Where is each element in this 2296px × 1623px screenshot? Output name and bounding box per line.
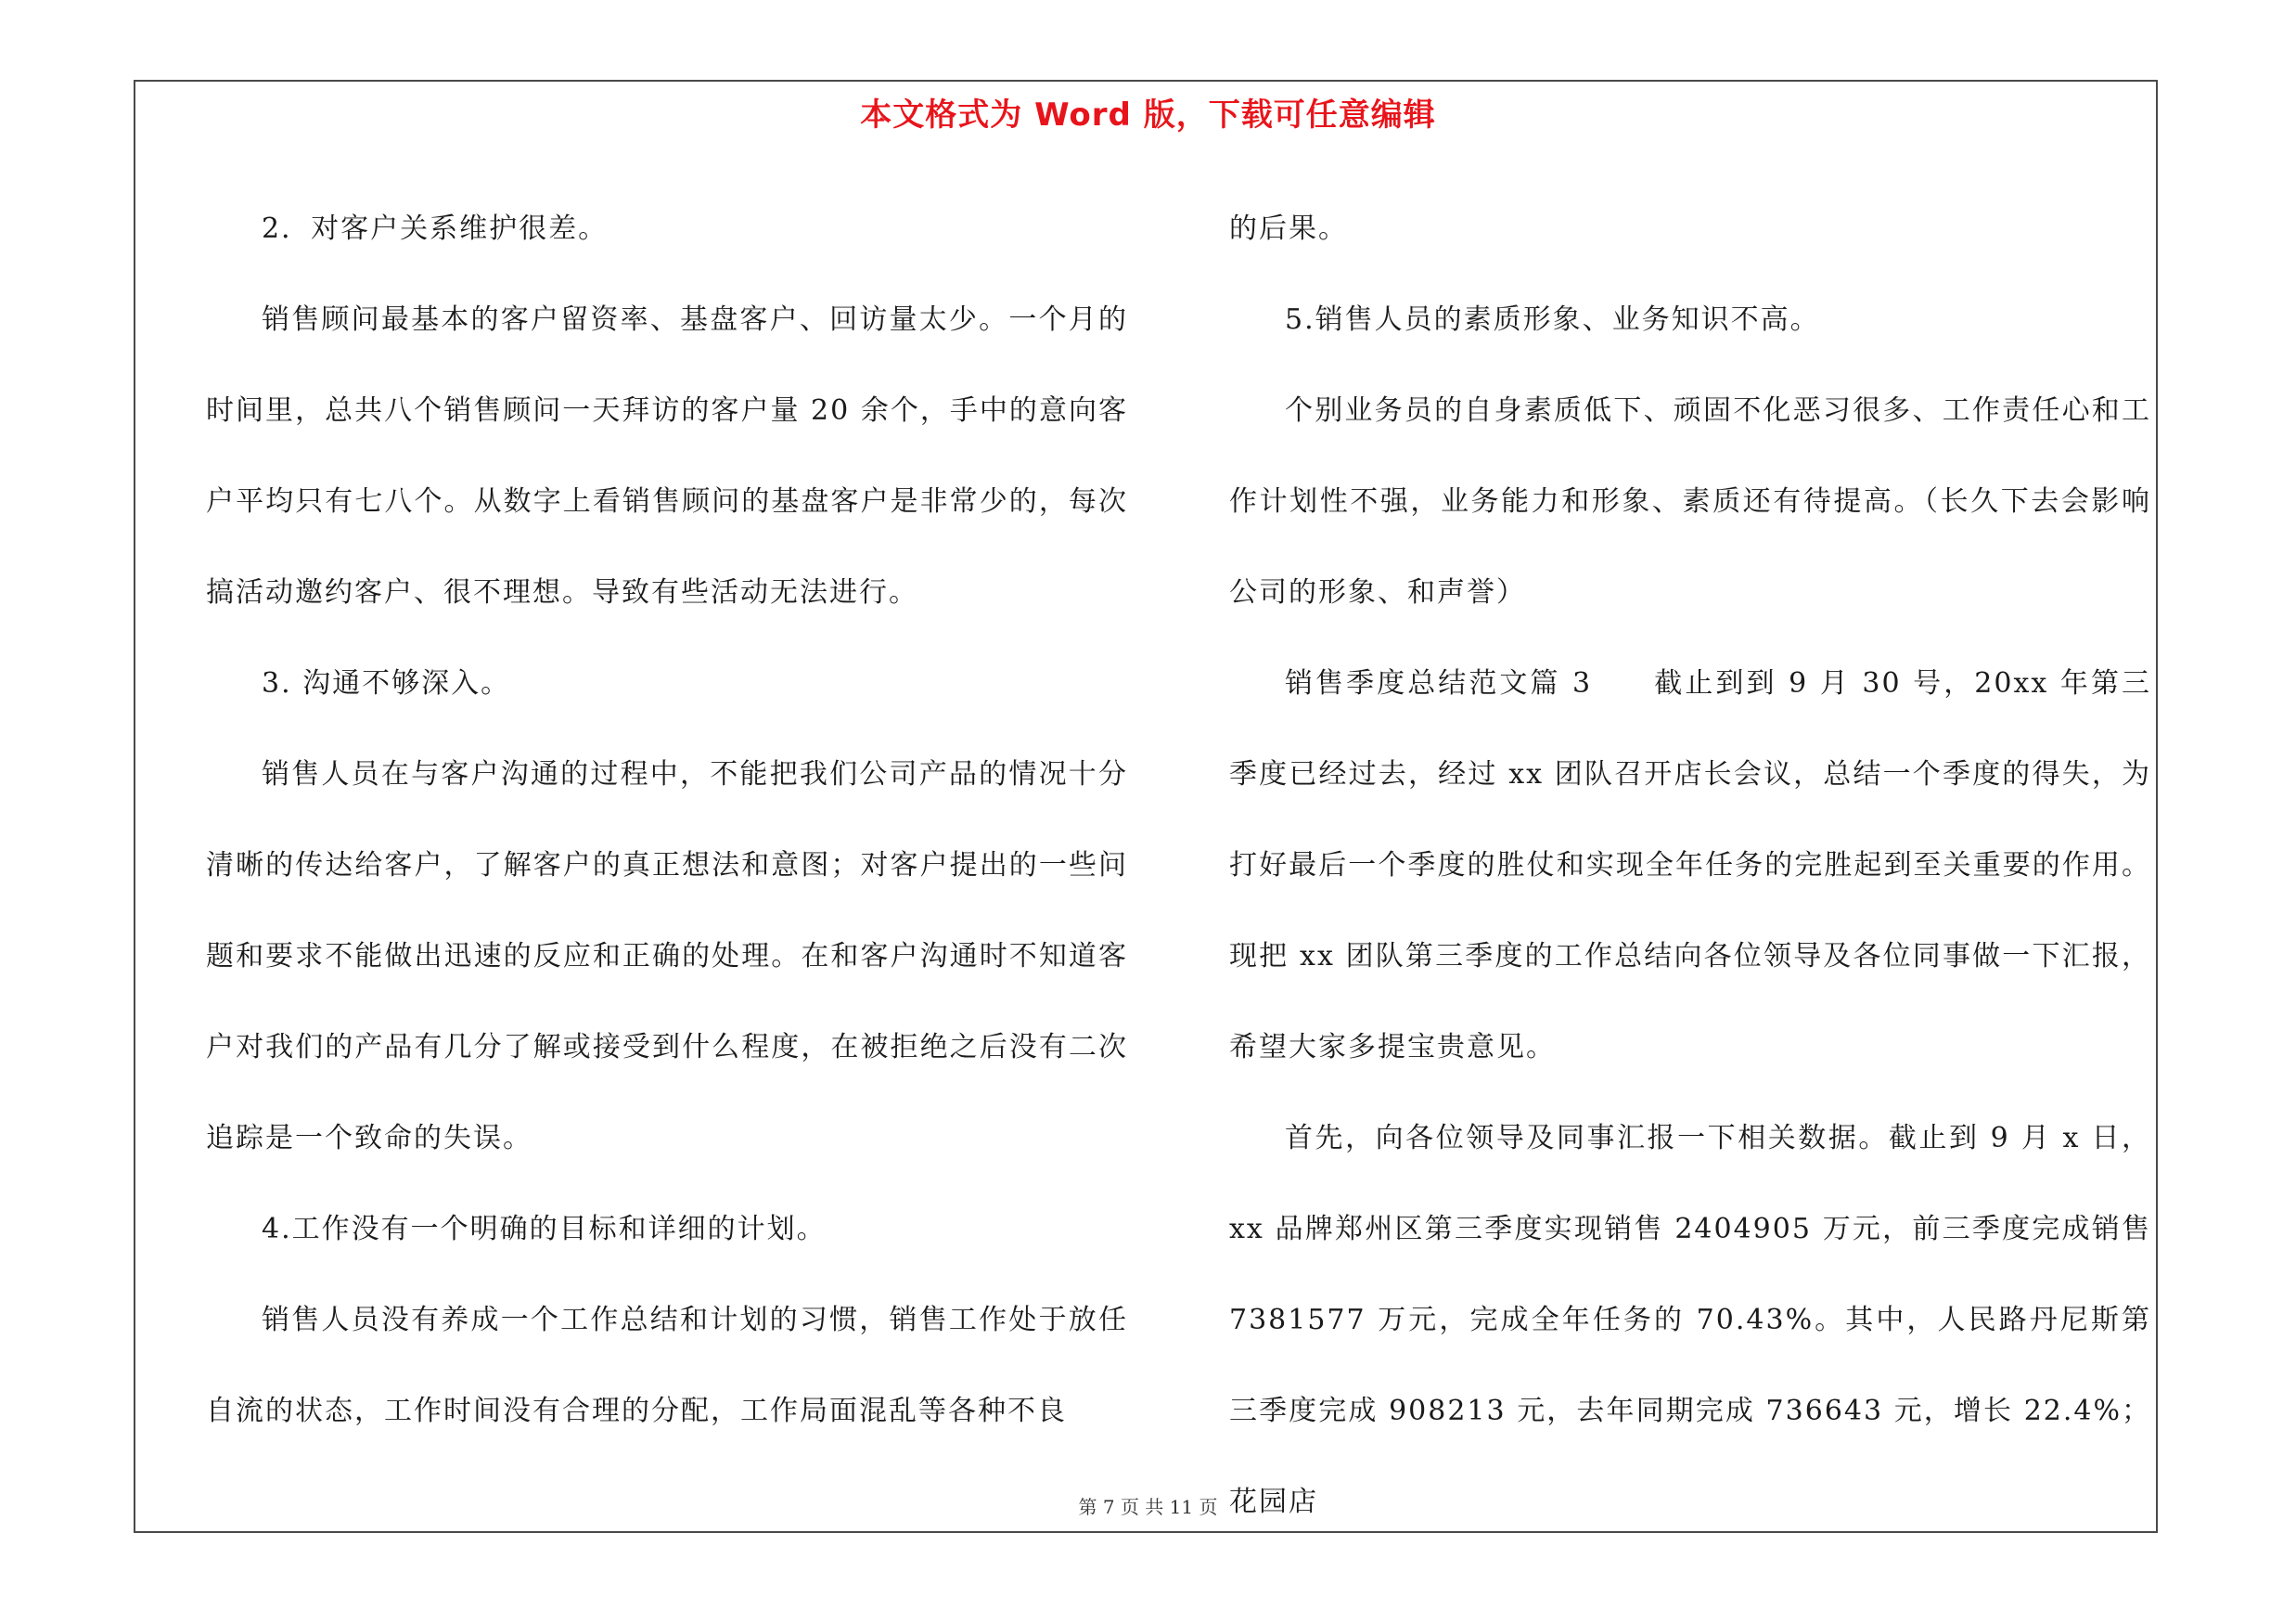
paragraph: 首先，向各位领导及同事汇报一下相关数据。截止到 9 月 x 日，xx 品牌郑州区第三季度实现销售 2404905 万元，前三季度完成销售 7381577 万元，完成全年任务的 70.43%。其中，人民路丹尼斯第三季度完成 908213 元，去年同期完成 736643 元，增长 22.4%；花园店	[1229, 1122, 2151, 1518]
paragraph: 4.工作没有一个明确的目标和详细的计划。	[262, 1213, 827, 1245]
paragraph: 3. 沟通不够深入。	[262, 667, 511, 700]
paragraph: 销售人员没有养成一个工作总结和计划的习惯，销售工作处于放任自流的状态，工作时间没有合理的分配，工作局面混乱等各种不良	[206, 1304, 1128, 1427]
paragraph-continuation: 的后果。	[1229, 213, 1348, 245]
paragraph: 销售季度总结范文篇 3 截止到到 9 月 30 号，20xx 年第三季度已经过去，经过 xx 团队召开店长会议，总结一个季度的得失，为打好最后一个季度的胜仗和实现全年任务的完胜起到至关重要的作用。现把 xx 团队第三季度的工作总结向各位领导及各位同事做一下汇报，希望大家多提宝贵意见。	[1229, 667, 2151, 1063]
paragraph: 个别业务员的自身素质低下、顽固不化恶习很多、工作责任心和工作计划性不强，业务能力和形象、素质还有待提高。（长久下去会影响公司的形象、和声誉）	[1229, 394, 2151, 609]
paragraph: 5.销售人员的素质形象、业务知识不高。	[1285, 303, 1820, 336]
right-column	[1229, 184, 2151, 1548]
format-banner: 本文格式为 Word 版，下载可任意编辑	[860, 97, 1436, 134]
paragraph: 2．对客户关系维护很差。	[262, 213, 609, 245]
page-number-footer: 第 7 页 共 11 页	[1078, 1496, 1218, 1518]
left-column	[206, 184, 1128, 1457]
paragraph: 销售顾问最基本的客户留资率、基盘客户、回访量太少。一个月的时间里，总共八个销售顾问一天拜访的客户量 20 余个，手中的意向客户平均只有七八个。从数字上看销售顾问的基盘客户是非常少的，每次搞活动邀约客户、很不理想。导致有些活动无法进行。	[206, 303, 1128, 609]
paragraph: 销售人员在与客户沟通的过程中，不能把我们公司产品的情况十分清晰的传达给客户，了解客户的真正想法和意图；对客户提出的一些问题和要求不能做出迅速的反应和正确的处理。在和客户沟通时不知道客户对我们的产品有几分了解或接受到什么程度，在被拒绝之后没有二次追踪是一个致命的失误。	[206, 758, 1128, 1154]
